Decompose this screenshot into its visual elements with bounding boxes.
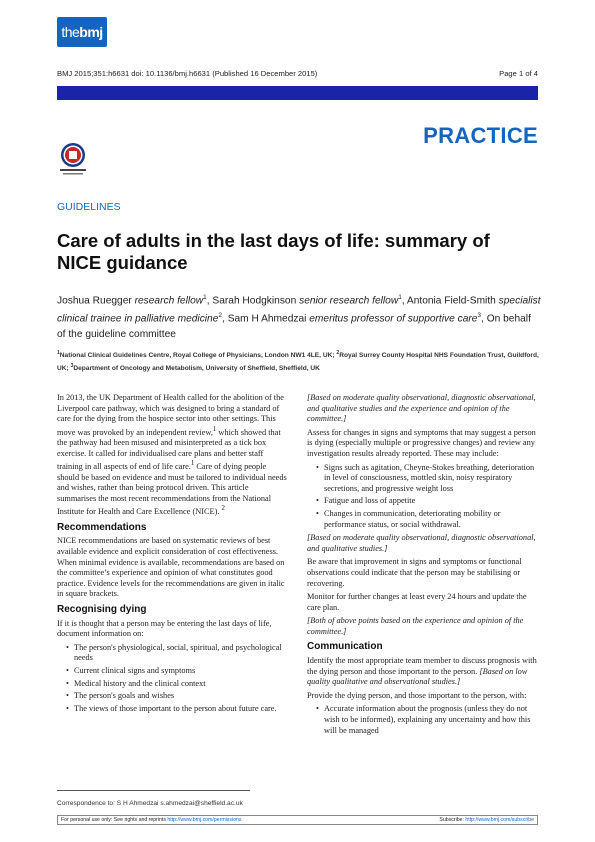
footnote-divider [57, 790, 250, 791]
subscribe-link[interactable]: http://www.bmj.com/subscribe [465, 817, 534, 823]
logo-part-the: the [61, 24, 80, 40]
heading-communication: Communication [307, 641, 383, 653]
list-item: • Fatigue and loss of appetite [307, 496, 539, 507]
author-separator: , [401, 295, 407, 307]
author-list [57, 290, 541, 342]
affiliation-number: 2 [336, 350, 340, 356]
assess-paragraph: Assess for changes in signs and symptoms that may suggest a person is dying (especially multiple or progressive changes) and review any investigation results already reported. These may include: [307, 427, 536, 458]
author-name[interactable]: Antonia Field-Smith [406, 295, 496, 307]
reference-number[interactable]: 1 [212, 425, 217, 433]
author-affiliation-number: 2 [218, 312, 223, 320]
heading-recommendations: Recommendations [57, 521, 147, 533]
list-item: • Accurate information about the prognosis (unless they do not wish to be informed), explaining any uncertainty and how this will be managed [307, 704, 539, 736]
reference-number[interactable]: 2 [221, 505, 225, 513]
recommendations-paragraph: NICE recommendations are based on systematic reviews of best available evidence and explicit consideration of cost effectiveness. When minimal evidence is available, recommendations are based on the committee’s experience and opinion of what constitutes good practice. Evidence levels for the recommendations are given in italic in square brackets. [57, 536, 285, 599]
provide-paragraph: Provide the dying person, and those important to the person, with: [307, 690, 527, 700]
affiliation-number: 3 [70, 363, 74, 370]
heading-recognising-dying: Recognising dying [57, 603, 147, 615]
author-affiliation-number: 1 [398, 294, 402, 301]
dying-list [57, 643, 289, 715]
author-group: On behalf of the guideline committee [57, 313, 531, 340]
intro-text: In 2013, the UK Department of Health called for the abolition of the Liverpool care pathway, which was designed to bring a standard of care for the dying from the hospice sector into other settings. This move was provoked by an independent review, [57, 393, 284, 437]
author-name[interactable]: Sam H Ahmedzai [227, 313, 307, 325]
page-number: Page 1 of 4 [499, 69, 538, 78]
evidence-note: [Based on moderate quality observational, diagnostic observational, and qualitative studies and the experience and opinion of the committee.] [307, 393, 536, 424]
intro-paragraph [57, 393, 289, 518]
list-item: • The views of those important to the person about future care. [57, 704, 289, 715]
evidence-note: [Based on moderate quality observational, diagnostic observational, and qualitative studies.] [307, 533, 536, 553]
list-item: • The person's physiological, social, spiritual, and psychological needs [57, 643, 289, 664]
footer-subscribe [439, 817, 534, 823]
bmj-logo[interactable] [57, 17, 107, 47]
author-separator: , [481, 313, 487, 325]
affiliation-text: National Clinical Guidelines Centre, Royal College of Physicians, London NW1 4LE, UK; [59, 352, 337, 360]
body-column-right [307, 393, 539, 739]
body-column-left [57, 393, 289, 717]
intro-text: Care of dying people should be based on evidence and must be tailored to individual needs and wishes, rather than being protocol driven. This article summarises the most recent recommendations from the National Institute for Health and Care Excellence (NICE). [57, 462, 287, 517]
author-name[interactable]: Sarah Hodgkinson [212, 295, 297, 307]
author-role: emeritus professor of supportive care [309, 313, 478, 325]
dying-intro-paragraph: If it is thought that a person may be entering the last days of life, document information on: [57, 618, 272, 639]
page-footer [57, 815, 538, 825]
author-affiliation-number: 3 [477, 312, 482, 320]
author-separator: , [222, 313, 228, 325]
citation-line: BMJ 2015;351:h6631 doi: 10.1136/bmj.h6631 (Published 16 December 2015) [57, 69, 318, 78]
affiliation-text: Department of Oncology and Metabolism, University of Sheffield, Sheffield, UK [73, 365, 320, 373]
affiliation-number: 1 [57, 350, 60, 356]
evidence-note: [Based on low quality qualitative and observational studies.] [307, 666, 528, 687]
author-role: specialist clinical trainee in palliative medicine [57, 295, 541, 325]
author-role: senior research fellow [299, 295, 399, 307]
section-title: PRACTICE [423, 123, 538, 148]
nice-accreditation-seal-icon [58, 141, 88, 179]
communication-paragraph [307, 656, 539, 688]
header-bar [57, 86, 538, 100]
communication-text: Identify the most appropriate team member to discuss prognosis with the dying person and those important to the person. [307, 656, 537, 676]
author-affiliation-number: 1 [203, 294, 207, 301]
list-item: • Medical history and the clinical context [57, 679, 289, 690]
author-role: research fellow [134, 295, 204, 307]
intro-text: which showed that the pathway had been misused and misinterpreted as a tick box exercise. It called for individualised care plans and better staff training in all aspects of end of life care. [57, 427, 281, 472]
assess-list [307, 463, 539, 531]
affiliation-text: Royal Surrey County Hospital NHS Foundation Trust, Guildford, UK; [57, 352, 539, 373]
author-separator: , [206, 295, 213, 307]
footer-rights [61, 817, 242, 823]
reference-number[interactable]: 1 [190, 460, 195, 468]
communication-list [307, 704, 539, 736]
article-category[interactable]: GUIDELINES [57, 201, 121, 213]
list-item: • Changes in communication, deteriorating mobility or performance status, or social withdrawal. [307, 509, 539, 530]
footer-subscribe-text: Subscribe: [439, 817, 466, 823]
correspondence-note: Correspondence to: S H Ahmedzai s.ahmedzai@sheffield.ac.uk [57, 800, 243, 807]
footer-rights-text: For personal use only: See rights and reprints [61, 817, 168, 823]
aware-paragraph: Be aware that improvement in signs and symptoms or functional observations could indicate that the person may be stabilising or recovering. [307, 557, 522, 588]
article-title: Care of adults in the last days of life: summary of NICE guidance [57, 230, 490, 273]
list-item: • The person's goals and wishes [57, 691, 289, 702]
evidence-note: [Both of above points based on the experience and opinion of the committee.] [307, 616, 524, 636]
monitor-paragraph: Monitor for further changes at least every 24 hours and update the care plan. [307, 592, 527, 612]
list-item: • Current clinical signs and symptoms [57, 666, 289, 677]
author-name[interactable]: Joshua Ruegger [57, 295, 132, 307]
list-item: • Signs such as agitation, Cheyne-Stokes breathing, deterioration in level of consciousness, mottled skin, noisy respiratory secretions, and progressive weight loss [307, 463, 539, 495]
affiliations [57, 348, 541, 374]
logo-part-bmj: bmj [79, 24, 103, 40]
permissions-link[interactable]: http://www.bmj.com/permissions [167, 817, 242, 823]
